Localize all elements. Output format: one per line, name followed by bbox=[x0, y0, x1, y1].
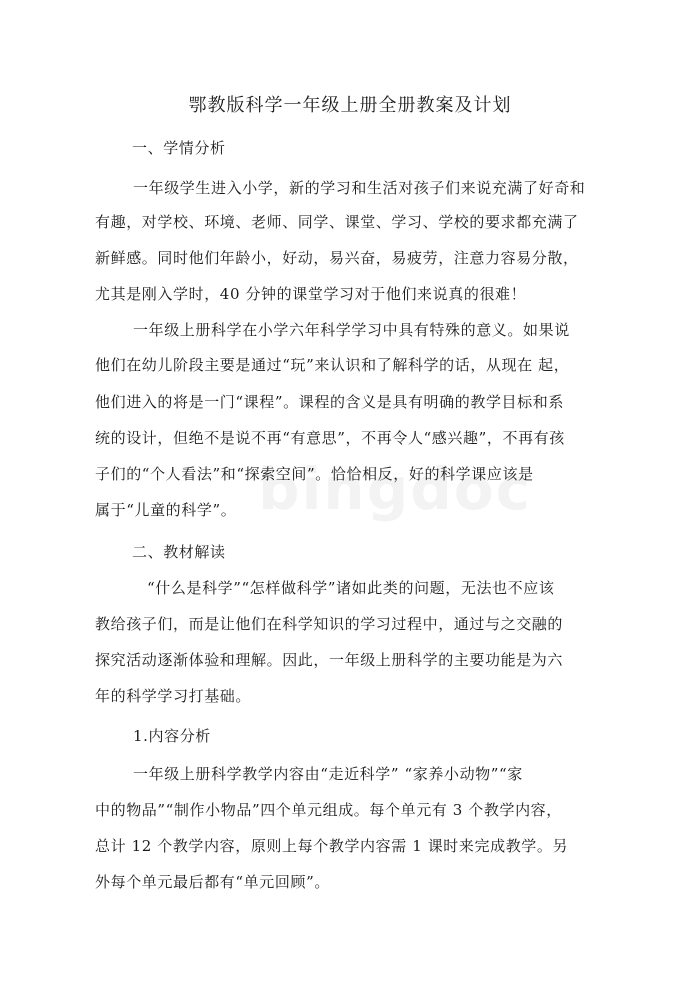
paragraph-line: “什么是科学”“怎样做科学”诸如此类的问题，无法也不应该 bbox=[147, 579, 555, 597]
paragraph-line: 统的设计，但绝不是说不再“有意思”，不再令人“感兴趣”，不再有孩 bbox=[95, 429, 565, 447]
paragraph-line: 探究活动逐渐体验和理解。因此，一年级上册科学的主要功能是为六 bbox=[95, 651, 564, 669]
paragraph-line: 新鲜感。同时他们年龄小，好动，易兴奋，易疲劳，注意力容易分散， bbox=[95, 249, 579, 267]
paragraph-line: 一年级上册科学教学内容由“走近科学” “家养小动物”“家 bbox=[133, 765, 523, 783]
document-title: 鄂教版科学一年级上册全册教案及计划 bbox=[188, 95, 512, 116]
paragraph-line: 教给孩子们，而是让他们在科学知识的学习过程中，通过与之交融的 bbox=[95, 615, 564, 633]
paragraph-line: 尤其是刚入学时，40 分钟的课堂学习对于他们来说真的很难！ bbox=[95, 285, 527, 303]
paragraph-line: 一年级学生进入小学，新的学习和生活对孩子们来说充满了好奇和 bbox=[133, 179, 586, 197]
paragraph-line: 有趣，对学校、环境、老师、同学、课堂、学习、学校的要求都充满了 bbox=[95, 213, 579, 231]
paragraph-line: 中的物品”“制作小物品”四个单元组成。每个单元有 3 个教学内容， bbox=[95, 801, 562, 819]
paragraph-line: 一年级上册科学在小学六年科学学习中具有特殊的意义。如果说 bbox=[133, 321, 570, 339]
section-heading-1: 一、学情分析 bbox=[132, 139, 226, 157]
paragraph-line: 总计 12 个教学内容，原则上每个教学内容需 1 课时来完成教学。另 bbox=[95, 837, 569, 855]
paragraph-line: 属于“儿童的科学”。 bbox=[95, 501, 237, 519]
watermark bbox=[258, 455, 532, 523]
section-heading-2: 二、教材解读 bbox=[132, 543, 226, 561]
paragraph-line: 子们的“个人看法”和“探索空间”。恰恰相反，好的科学课应该是 bbox=[95, 465, 534, 483]
paragraph-line: 他们进入的将是一门“课程”。课程的含义是具有明确的教学目标和系 bbox=[95, 393, 564, 411]
paragraph-line: 他们在幼儿阶段主要是通过“玩”来认识和了解科学的话，从现在 起， bbox=[95, 356, 570, 374]
paragraph-line: 外每个单元最后都有“单元回顾”。 bbox=[95, 873, 330, 891]
paragraph-line: 年的科学学习打基础。 bbox=[95, 687, 252, 705]
subsection-heading: 1.内容分析 bbox=[133, 727, 211, 745]
